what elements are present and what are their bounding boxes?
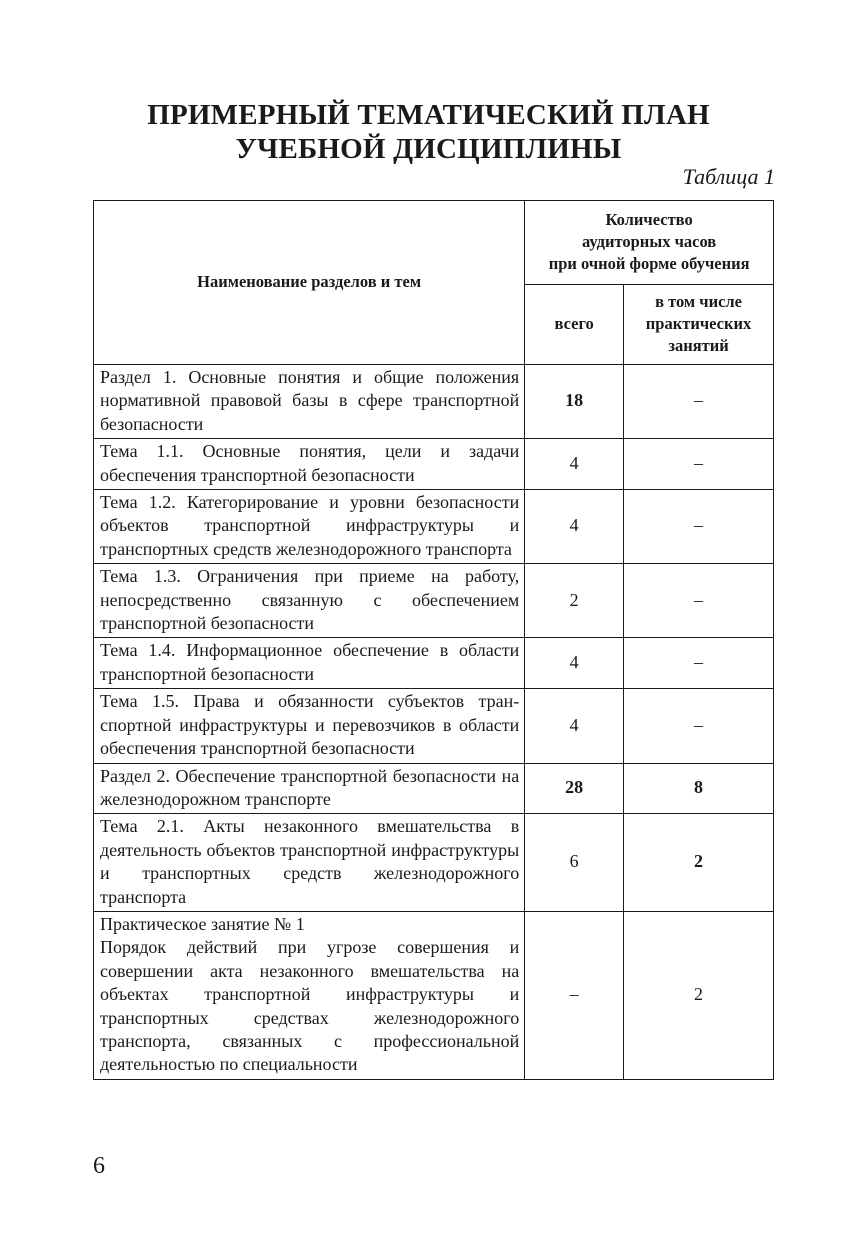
table-row xyxy=(94,365,774,439)
row-total-cell: 2 xyxy=(525,564,624,638)
row-total-cell: 18 xyxy=(525,365,624,439)
thematic-plan-table xyxy=(93,200,774,1080)
header-practical-line-3: занятий xyxy=(668,336,729,355)
table-row xyxy=(94,638,774,689)
row-name-text: Тема 1.3. Ограничения при приеме на работу, непосредственно связанную с обеспечением транспортной безопасности xyxy=(100,566,520,634)
row-practical-cell: – xyxy=(624,638,774,689)
row-name-text: Тема 1.2. Категорирование и уровни безопасности объектов транспортной инфраструктуры и транспортных средств железнодорожного транспорта xyxy=(100,492,520,559)
table-row xyxy=(94,564,774,638)
header-hours-group xyxy=(525,201,774,285)
row-practical-cell: – xyxy=(624,439,774,490)
row-name-cell xyxy=(94,439,525,490)
row-name-cell xyxy=(94,638,525,689)
table-body xyxy=(94,365,774,1080)
header-hours-line-2: аудиторных часов xyxy=(582,232,717,251)
title-line-1: ПРИМЕРНЫЙ ТЕМАТИЧЕСКИЙ ПЛАН xyxy=(147,99,710,131)
header-practical-line-1: в том числе xyxy=(655,292,743,311)
row-name-text: Тема 1.5. Права и обязанности субъектов транспортной инфраструктуры и перевозчиков в области обеспечения транспортной безопасности xyxy=(100,691,520,759)
row-name-text: Порядок действий при угрозе совершения и совершении акта незаконного вмешательства на объектах транспортной инфраструктуры и транспортных средствах железнодорожного транспорта, связанных с профессиональной деятельностью по специальности xyxy=(100,937,520,1075)
page-number: 6 xyxy=(93,1153,105,1179)
row-practical-cell: 8 xyxy=(624,763,774,814)
row-name-text: Раздел 1. Основные понятия и общие положения нормативной правовой базы в сфере транспортной безопасности xyxy=(100,367,520,434)
header-total: всего xyxy=(525,285,624,365)
header-hours-line-3: при очной форме обучения xyxy=(548,254,750,273)
header-practical xyxy=(624,285,774,365)
row-name-cell xyxy=(94,814,525,912)
row-name-cell xyxy=(94,763,525,814)
row-name-text: Раздел 2. Обеспечение транспортной безопасности на железнодорожном транспорте xyxy=(100,765,520,809)
table-label: Таблица 1 xyxy=(682,164,775,189)
row-total-cell: 6 xyxy=(525,814,624,912)
row-practical-cell: – xyxy=(624,490,774,564)
row-total-cell: 4 xyxy=(525,439,624,490)
row-name-cell xyxy=(94,689,525,763)
row-total-cell: – xyxy=(525,911,624,1079)
row-practical-cell: 2 xyxy=(624,814,774,912)
row-name-text: Тема 1.4. Информационное обеспечение в области транспортной безопасности xyxy=(100,640,520,684)
table-row xyxy=(94,490,774,564)
table-row xyxy=(94,911,774,1079)
row-practical-cell: – xyxy=(624,689,774,763)
row-name-text: Тема 2.1. Акты незаконного вмешательства в деятельность объектов транспортной инфраструктуры и транспортных средств железнодорожного транспорта xyxy=(100,816,520,907)
row-practical-cell: – xyxy=(624,365,774,439)
row-name-heading: Практическое занятие № 1 xyxy=(100,913,305,934)
row-name-cell xyxy=(94,564,525,638)
page-title xyxy=(0,98,857,166)
table-row xyxy=(94,763,774,814)
row-total-cell: 28 xyxy=(525,763,624,814)
row-practical-cell: – xyxy=(624,564,774,638)
row-total-cell: 4 xyxy=(525,490,624,564)
row-name-cell xyxy=(94,365,525,439)
row-practical-cell: 2 xyxy=(624,911,774,1079)
row-name-cell xyxy=(94,490,525,564)
title-line-2: УЧЕБНОЙ ДИСЦИПЛИНЫ xyxy=(235,133,622,165)
header-practical-line-2: практических xyxy=(645,314,752,333)
row-total-cell: 4 xyxy=(525,638,624,689)
header-hours-line-1: Количество xyxy=(605,210,693,229)
table-row xyxy=(94,689,774,763)
header-name: Наименование разделов и тем xyxy=(94,201,525,365)
row-total-cell: 4 xyxy=(525,689,624,763)
row-name-text: Тема 1.1. Основные понятия, цели и задачи обеспечения транспортной безопасности xyxy=(100,441,520,485)
table-row xyxy=(94,814,774,912)
row-name-cell xyxy=(94,911,525,1079)
table-row xyxy=(94,439,774,490)
